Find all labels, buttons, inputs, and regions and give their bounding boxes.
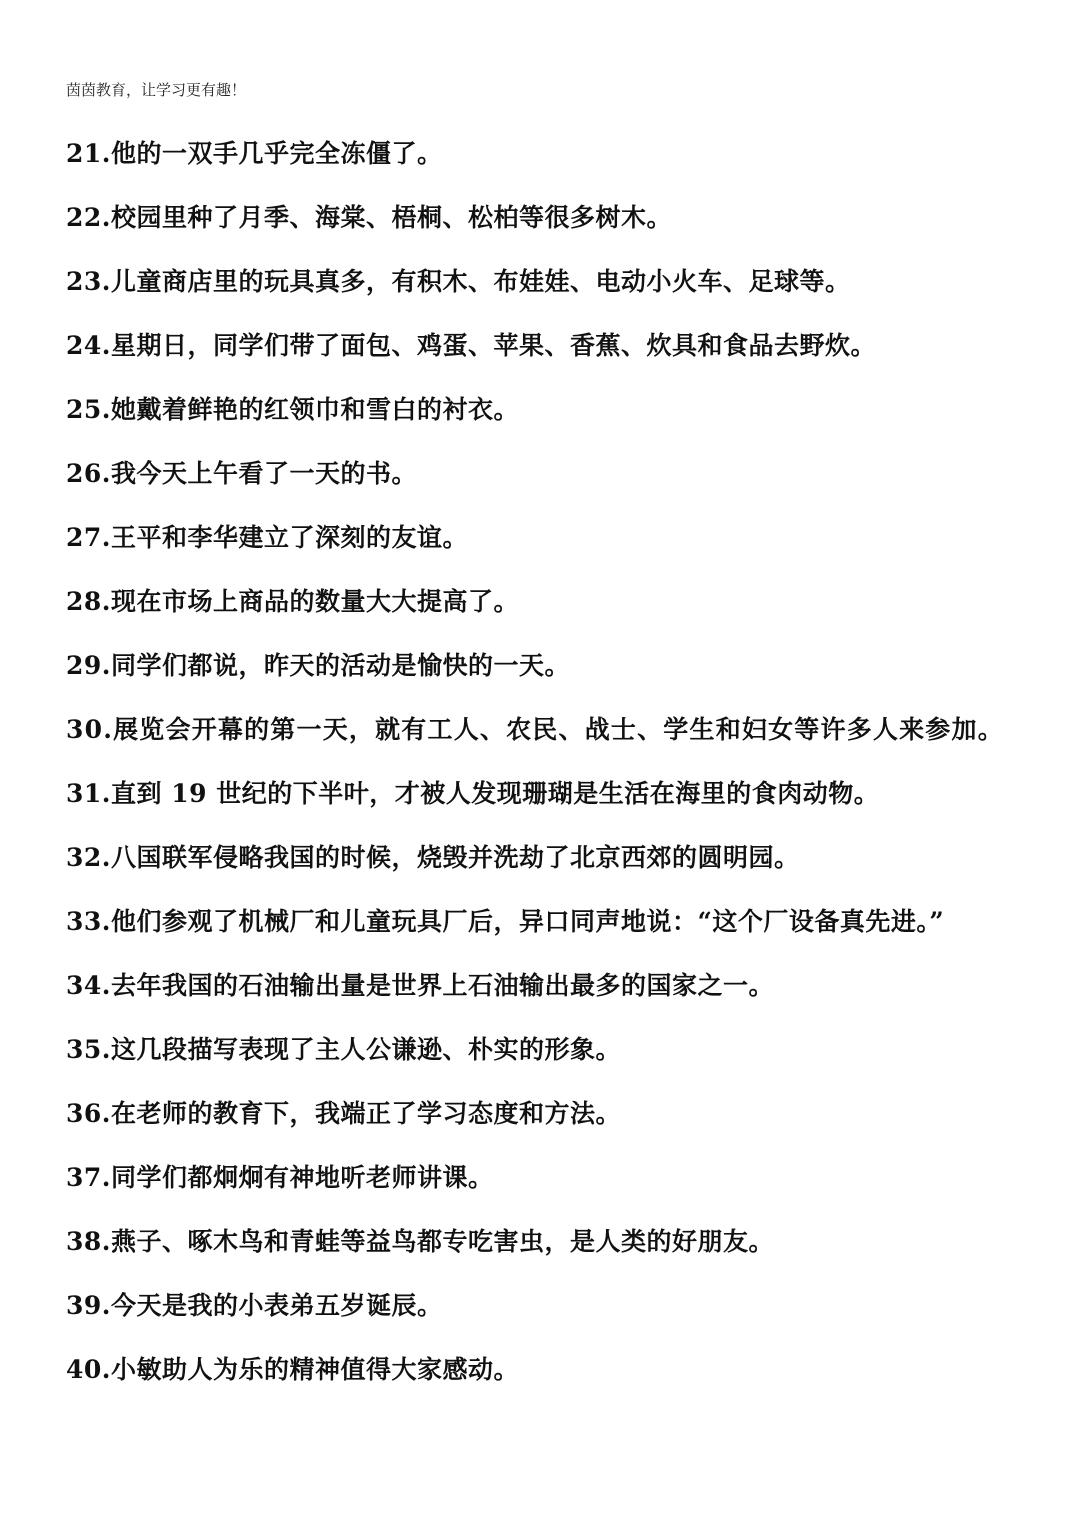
list-item: 29.同学们都说，昨天的活动是愉快的一天。 (66, 651, 570, 680)
list-item: 37.同学们都炯炯有神地听老师讲课。 (66, 1163, 494, 1192)
list-item: 33.他们参观了机械厂和儿童玩具厂后，异口同声地说：“这个厂设备真先进。” (66, 907, 945, 936)
sentence-list (66, 122, 1026, 1402)
list-item: 21.他的一双手几乎完全冻僵了。 (66, 139, 443, 168)
header-slogan: 茵茵教育，让学习更有趣！ (66, 81, 247, 99)
list-item: 36.在老师的教育下，我端正了学习态度和方法。 (66, 1099, 621, 1128)
list-item: 24.星期日，同学们带了面包、鸡蛋、苹果、香蕉、炊具和食品去野炊。 (66, 331, 876, 360)
list-item: 25.她戴着鲜艳的红领巾和雪白的衬衣。 (66, 395, 519, 424)
list-item: 22.校园里种了月季、海棠、梧桐、松柏等很多树木。 (66, 203, 672, 232)
list-item: 38.燕子、啄木鸟和青蛙等益鸟都专吃害虫，是人类的好朋友。 (66, 1227, 774, 1256)
list-item: 34.去年我国的石油输出量是世界上石油输出最多的国家之一。 (66, 971, 774, 1000)
list-item: 27.王平和李华建立了深刻的友谊。 (66, 523, 468, 552)
list-item: 28.现在市场上商品的数量大大提高了。 (66, 587, 519, 616)
list-item: 35.这几段描写表现了主人公谦逊、朴实的形象。 (66, 1035, 621, 1064)
list-item: 32.八国联军侵略我国的时候，烧毁并洗劫了北京西郊的圆明园。 (66, 843, 800, 872)
list-item: 39.今天是我的小表弟五岁诞辰。 (66, 1291, 443, 1320)
list-item: 26.我今天上午看了一天的书。 (66, 459, 417, 488)
list-item: 23.儿童商店里的玩具真多，有积木、布娃娃、电动小火车、足球等。 (66, 267, 851, 296)
list-item: 30.展览会开幕的第一天，就有工人、农民、战士、学生和妇女等许多人来参加。 (66, 715, 1004, 744)
list-item: 40.小敏助人为乐的精神值得大家感动。 (66, 1355, 519, 1384)
list-item: 31.直到 19 世纪的下半叶，才被人发现珊瑚是生活在海里的食肉动物。 (66, 779, 880, 808)
